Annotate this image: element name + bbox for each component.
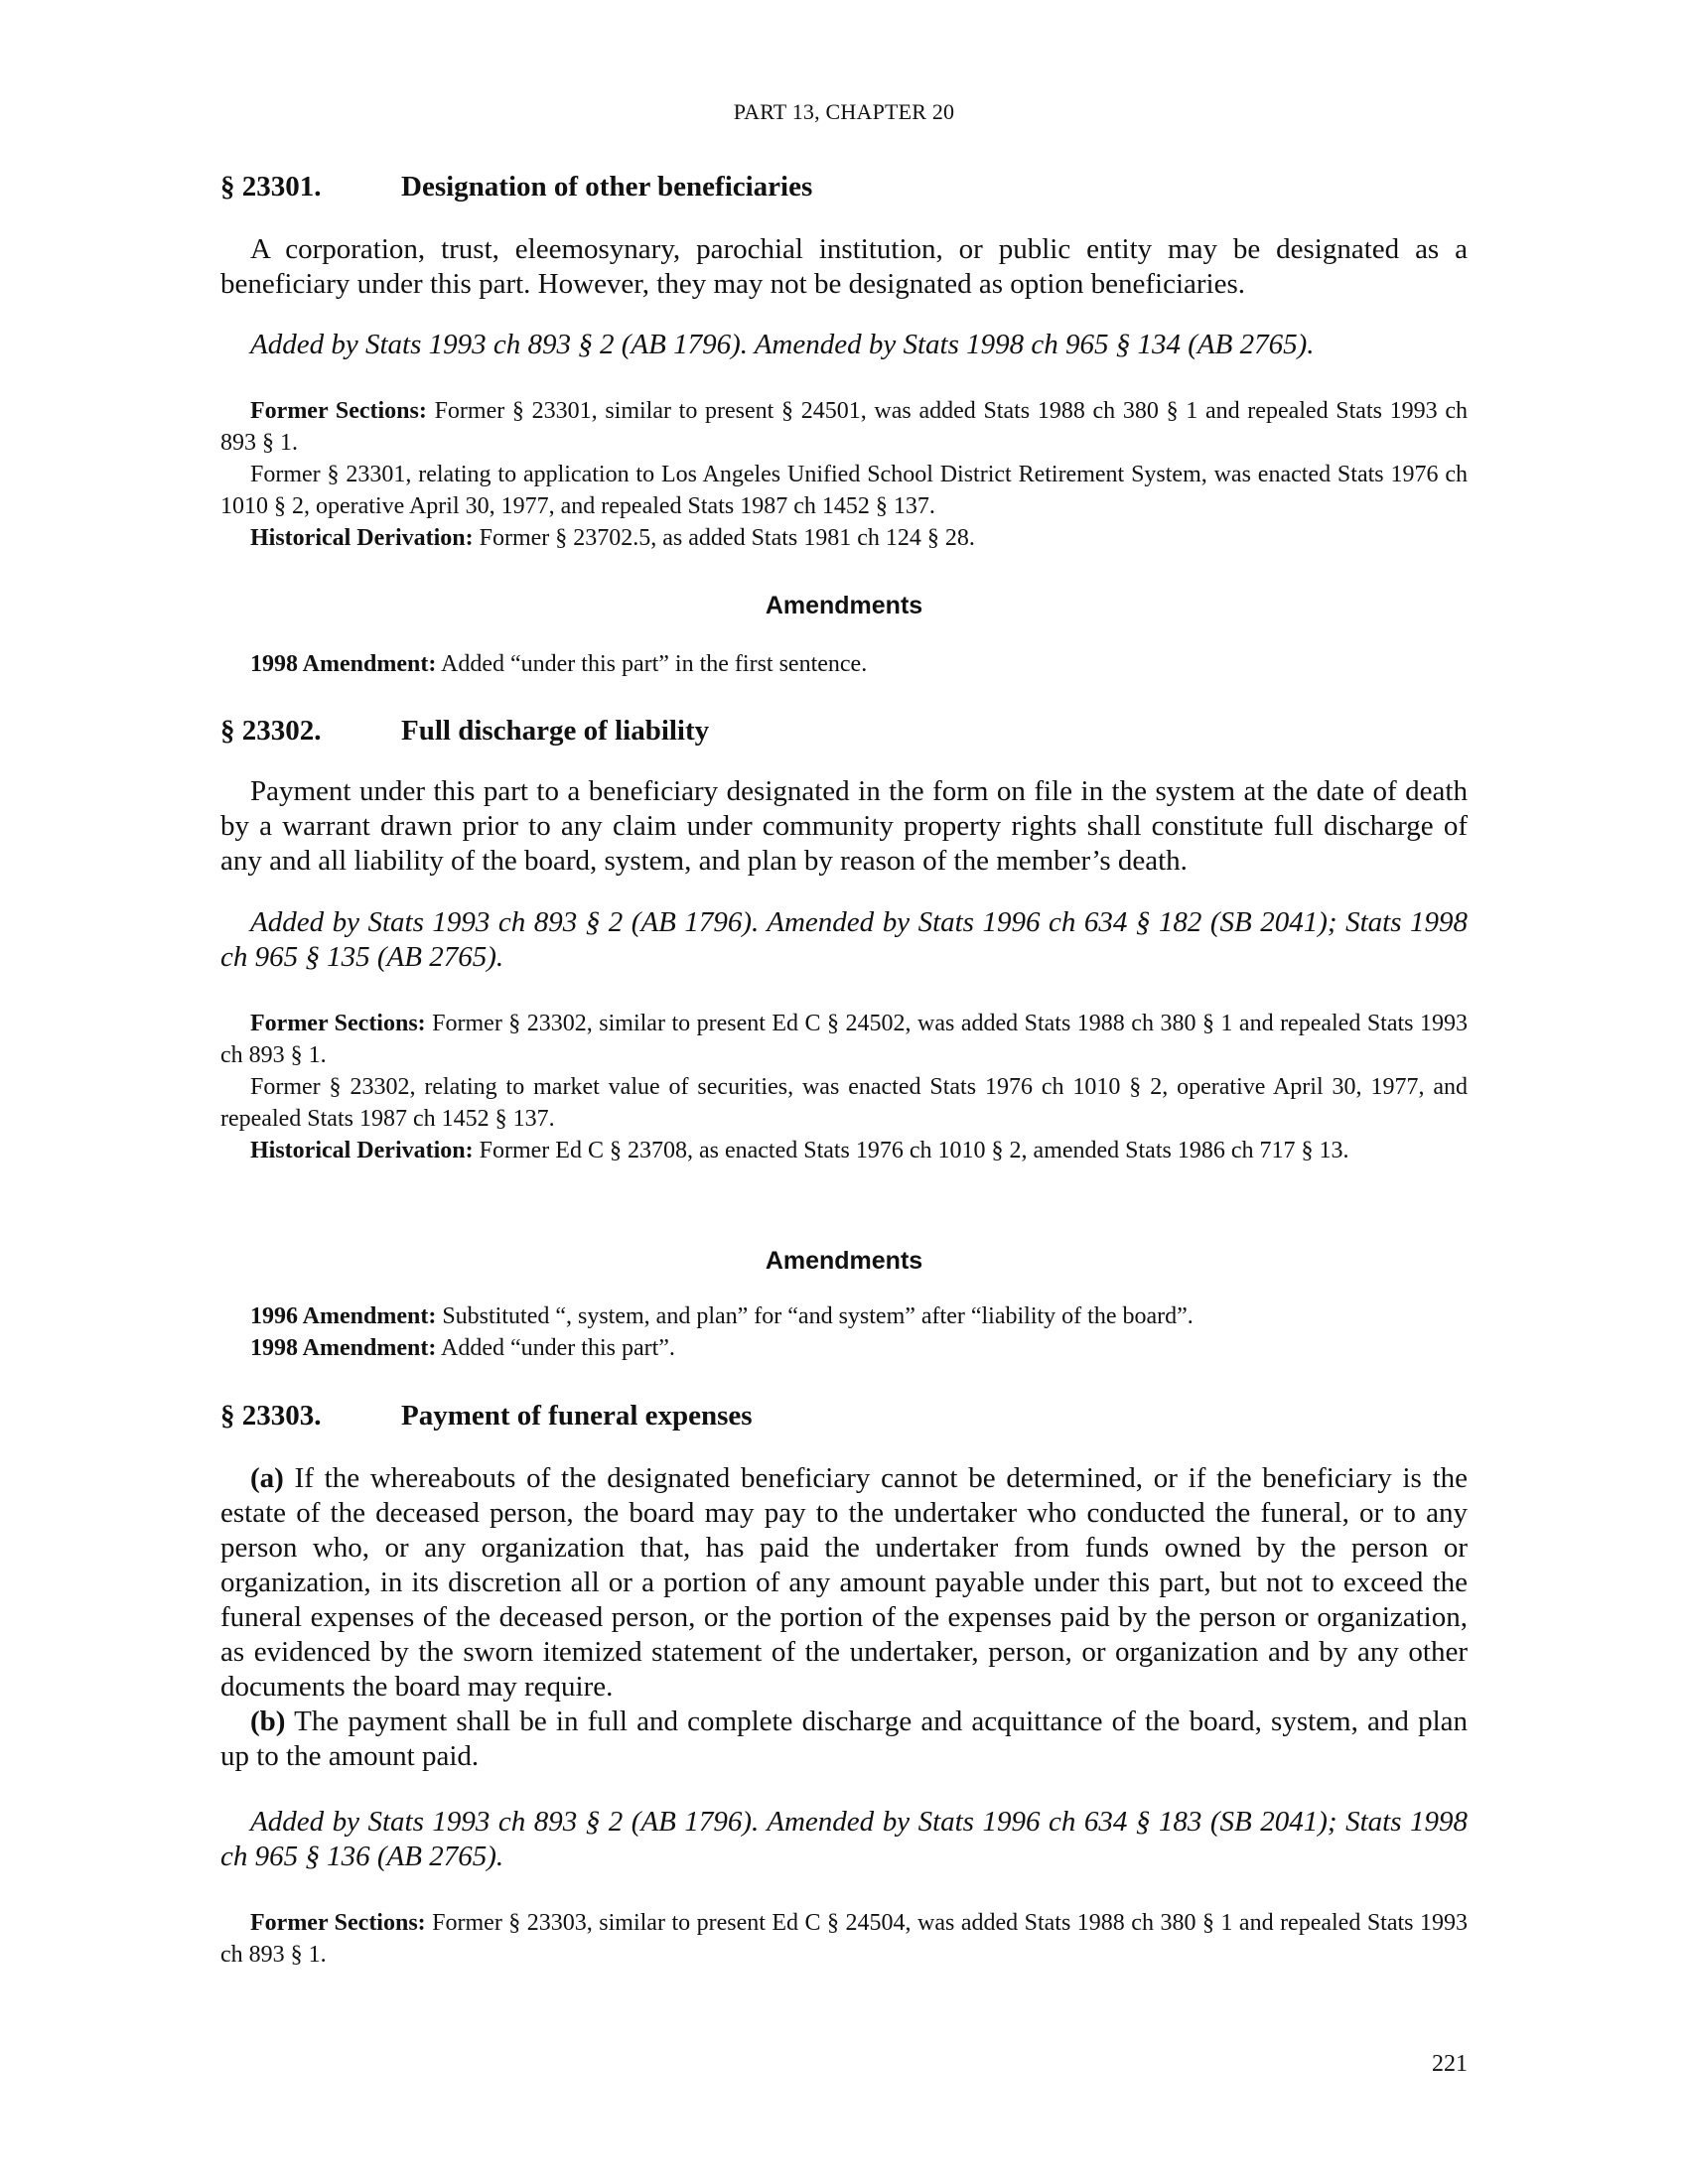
note-text: Former § 23301, relating to application to Los Angeles Unified School District Retirement System, was enacted Stats 1976 ch 1010 § 2, operative April 30, 1977, and repealed Stats 1987 ch 1452 § 137. [220,462,1468,519]
former-sections-note [220,1907,1468,1971]
amendment-notes [220,1300,1468,1364]
history-note: Added by Stats 1993 ch 893 § 2 (AB 1796). Amended by Stats 1998 ch 965 § 134 (AB 2765). [250,329,1315,360]
amendments-heading: Amendments [765,592,923,619]
section-title: Payment of funeral expenses [401,1400,753,1432]
history-note: Added by Stats 1993 ch 893 § 2 (AB 1796). Amended by Stats 1996 ch 634 § 182 (SB 2041); Stats 1998 ch 965 § 135 (AB 2765). [220,906,1468,973]
page-number: 221 [1432,2051,1468,2077]
section-number: § 23301. [220,171,322,203]
paragraph-text: If the whereabouts of the designated beneficiary cannot be determined, or if the beneficiary is the estate of the deceased person, the board may pay to the undertaker who conducted the funeral, or to any person who, or any organization that, has paid the undertaker from funds owned by the person or organization, in its discretion all or a portion of any amount payable under this part, but not to exceed the funeral expenses of the deceased person, or the portion of the expenses paid by the person or organization, as evidenced by the sworn itemized statement of the undertaker, person, or organization and by any other documents the board may require. [220,1462,1468,1703]
note-text: Former § 23302, similar to present Ed C § 24502, was added Stats 1988 ch 380 § 1 and repealed Stats 1993 ch 893 § 1. [220,1011,1468,1068]
note-text: Former § 23702.5, as added Stats 1981 ch 124 § 28. [473,525,975,551]
section-heading [220,715,709,748]
section-heading [220,1400,753,1433]
section-title: Designation of other beneficiaries [401,171,813,203]
note-label: Historical Derivation: [250,525,474,551]
former-sections-note [220,395,1468,554]
note-label: Former Sections: [250,398,427,424]
note-label: Historical Derivation: [250,1138,474,1163]
former-sections-note [220,1008,1468,1166]
note-text: Former § 23302, relating to market value of securities, was enacted Stats 1976 ch 1010 § 2, operative April 30, 1977, and repealed Stats 1987 ch 1452 § 137. [220,1074,1468,1132]
note-label: Former Sections: [250,1910,426,1936]
note-label: 1998 Amendment: [250,651,437,677]
paragraph-text: The payment shall be in full and complete discharge and acquittance of the board, system, and plan up to the amount paid. [220,1706,1468,1772]
section-title: Full discharge of liability [401,715,710,747]
note-label: 1996 Amendment: [250,1303,437,1329]
section-text [220,774,1468,879]
section-number: § 23303. [220,1400,322,1432]
note-text: Former Ed C § 23708, as enacted Stats 1976 ch 1010 § 2, amended Stats 1986 ch 717 § 13. [473,1138,1349,1163]
paragraph: Payment under this part to a beneficiary designated in the form on file in the system at the date of death by a warrant drawn prior to any claim under community property rights shall constitute full discharge of any and all liability of the board, system, and plan by reason of the member’s death. [220,775,1468,877]
note-text: Former § 23301, similar to present § 24501, was added Stats 1988 ch 380 § 1 and repealed Stats 1993 ch 893 § 1. [220,398,1468,456]
note-text: Substituted “, system, and plan” for “and system” after “liability of the board”. [436,1303,1194,1329]
note-text: Added “under this part” in the first sentence. [436,651,868,677]
amendments-heading: Amendments [765,1247,923,1275]
history-note: Added by Stats 1993 ch 893 § 2 (AB 1796). Amended by Stats 1996 ch 634 § 183 (SB 2041); Stats 1998 ch 965 § 136 (AB 2765). [220,1806,1468,1872]
running-header: PART 13, CHAPTER 20 [733,99,955,124]
section-text [220,232,1468,302]
note-text: Former § 23303, similar to present Ed C § 24504, was added Stats 1988 ch 380 § 1 and repealed Stats 1993 ch 893 § 1. [220,1910,1468,1968]
subdivision-label: (b) [250,1706,286,1737]
paragraph [220,1705,1468,1774]
paragraph: A corporation, trust, eleemosynary, parochial institution, or public entity may be designated as a beneficiary under this part. However, they may not be designated as option beneficiaries. [220,233,1468,300]
amendment-notes [220,648,1468,680]
note-label: 1998 Amendment: [250,1335,437,1361]
section-heading [220,171,812,204]
note-label: Former Sections: [250,1011,426,1036]
paragraph [220,1461,1468,1705]
subdivision-label: (a) [250,1462,284,1494]
note-text: Added “under this part”. [436,1335,675,1361]
section-number: § 23302. [220,715,322,747]
section-text [220,1461,1468,1774]
